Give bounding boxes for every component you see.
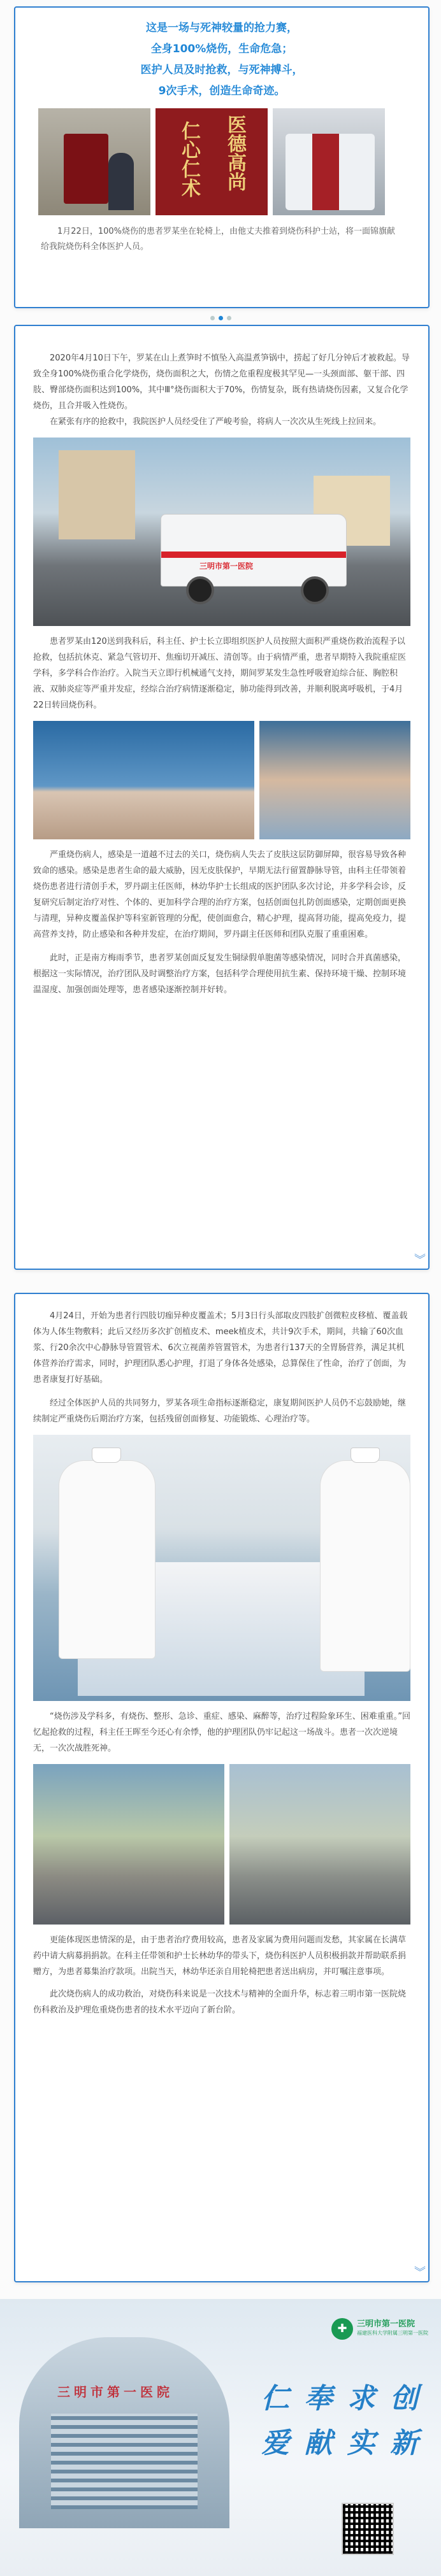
chevron-down-icon: ︾ [414,1253,426,1267]
paragraph: 经过全体医护人员的共同努力，罗某各项生命指标逐渐稳定，康复期间医护人员仍不忘鼓励她，继续制定严重烧伤后期治疗方案，包括残留创面修复、功能锻炼、心理治疗等。 [33,1398,407,1424]
hospital-building-image [19,2337,229,2528]
paragraph: 此时，正是南方梅雨季节，患者罗某创面反复发生铜绿假单胞菌等感染情况，同时合并真菌感染，根据这一实际情况，治疗团队及时调整治疗方案，包括科学合理使用抗生素、保持环境干燥、控制环境温湿度、加强创面处理等，患者感染逐渐控制并好转。 [33,953,407,995]
ambulance-vehicle [161,514,347,587]
nurses-photo[interactable] [33,1435,410,1701]
carousel-dots[interactable] [0,311,441,323]
photo-row [15,102,428,215]
nurse-cap [351,1448,380,1463]
discharge-photos [33,1764,410,1925]
carousel-dot[interactable] [227,316,231,320]
intro-text [15,8,428,102]
photo-caption: 1月22日，100%烧伤的患者罗某坐在轮椅上，由他丈夫推着到烧伤科护士站，将一面锦旗献给我院烧伤科全体医护人员。 [41,227,395,252]
quote-paragraph: “烧伤涉及学科多，有烧伤、整形、急诊、重症、感染、麻醉等，治疗过程险象环生、困难重重。”回忆起抢救的过程，科主任王晖至今还心有余悸，他的护理团队仍牢记起这一场战斗。患者一次次逆境无，一次次战胜死神。 [33,1712,410,1753]
qr-code-icon[interactable] [342,2503,394,2555]
treatment-card [14,1293,430,2282]
banner-right-text: 医德高尚 [224,115,246,191]
photo-wheelchair-street[interactable] [33,1764,224,1925]
chevron-down-icon: ︾ [414,2266,426,2279]
paragraph: 严重烧伤病人，感染是一道越不过去的关口，烧伤病人失去了皮肤这层防御屏障，很容易导致各种致命的感染。感染是患者生命的最大威胁，因无皮肤保护，早期无法行留置静脉导管，由科主任带领着烧伤患者进行清创手术，罗丹副主任医师，林幼华护士长组成的医护团队多次讨论，并多学科会诊，反复研究后制定治疗对性、个体的、更加科学合理的治疗方案，包括创面包扎防创面感染，定期创面更换与清理，异种皮覆盖保护等科室新管理的分配，使创面愈合，精心护理，提高肾功能，提高免疫力，提高营养支持，防止感染和各种并发症，在治疗期间，罗丹副主任医师和团队克服了重重困难。 [33,850,407,939]
intro-card [14,6,430,308]
photo-wheelchair-nurse[interactable] [229,1764,410,1925]
logo-name: 三明市第一医院 [357,2319,416,2329]
paragraph: 2020年4月10日下午，罗某在山上煮笋时不慎坠入高温煮笋锅中，捞起了好几分钟后才被救起。导致全身100%烧伤重合化学烧伤，烧伤面积之大，伤情之危重程度极其罕见—一头颈面部、躯干部、四肢、臀部烧伤面积达到100%，其中Ⅲ°烧伤面积大于70%，伤情复杂，既有热请烧伤因素，又复合化学烧伤，且合并吸入性烧伤。 [33,353,410,411]
paragraph: 在紧张有序的抢救中，我院医护人员经受住了严峻考验，将病人一次次从生死线上拉回来。 [50,417,382,427]
ambulance-photo[interactable] [33,438,410,626]
carousel-dot-active[interactable] [219,316,223,320]
ambulance-label: 三明市第一医院 [199,562,254,571]
paragraph: 此次烧伤病人的成功救治，对烧伤科来说是一次技术与精神的全面升华，标志着三明市第一医院烧伤科救治及护理危重烧伤患者的技术水平迈向了新台阶。 [33,1989,407,2015]
intro-line: 医护人员及时抢救，与死神搏斗， [140,64,303,76]
photo-patient-bed[interactable] [33,721,254,839]
ward-photos [33,721,410,839]
photo-patient-banner[interactable] [38,108,150,215]
paragraph: 更能体现医患情深的是，由于患者治疗费用较高，患者及家属为费用问题而发愁，其家属在长满草药中请大病募捐捐款。在科主任带领和护士长林幼华的带头下，烧伤科医护人员积极捐款并帮助联系捐赠方，为患者募集治疗款项。出院当天，林幼华还亲自用轮椅把患者送出病房，并叮嘱注意事项。 [33,1935,407,1977]
story-card [14,325,430,1270]
nurse-left [59,1460,155,1659]
logo-emblem-icon: ✚ [331,2318,353,2340]
paragraph: 4月24日，开始为患者行四肢切痂异种皮覆盖术；5月3日行头部取皮四肢扩创微粒皮移植、覆盖载体为人体生物敷料；此后又经历多次扩创植皮术、meek植皮术，共计9次手术，期间，共输了60次血浆、行20余次中心静脉导管置管术、6次立视菌养管置管术，为患者行137天的全胃肠营养，满足其机体营养治疗需求，同时，护理团队悉心护理，打退了身体各处感染，总算保住了性命，治疗了创面，为患者康复打好基础。 [33,1311,408,1384]
photo-group[interactable] [273,108,385,215]
nurse-right [320,1460,410,1672]
intro-line: 全身100%烧伤，生命危急； [150,43,293,55]
banner-left-text: 仁心仁术 [178,121,200,197]
paragraph: 患者罗某由120送到我科后，科主任、护士长立即组织医护人员按照大面积严重烧伤救治流程予以抢救，包括抗休克、紧急气管切开、焦痂切开减压、清创等。由于病情严重，患者早期特入我院重症医学科，多学科合作治疗。入院当天立即行机械通气支持，期间罗某发生急性呼吸窘迫综合征、胸腔积液、双肺炎症等严重并发症，经综合治疗病情逐渐稳定，肺功能得到改善，并顺利脱离呼吸机，于4月22日转回烧伤科。 [33,637,407,710]
slogan-line-1: 仁 奉 求 创 [261,2382,421,2415]
carousel-dot[interactable] [210,316,215,320]
intro-line: 这是一场与死神较量的抢力赛， [146,22,298,34]
photo-patient-care[interactable] [259,721,410,839]
building-sign: 三明市第一医院 [57,2384,173,2400]
nurse-cap [92,1448,121,1463]
hospital-logo [331,2316,427,2345]
logo-subtitle: 福建医科大学附属三明第一医院 [357,2330,428,2336]
slogan-line-2: 爱 献 实 新 [261,2427,421,2459]
intro-line: 9次手术，创造生命奇迹。 [158,85,286,97]
photo-silk-banner[interactable] [155,108,268,215]
footer-poster [0,2299,441,2576]
